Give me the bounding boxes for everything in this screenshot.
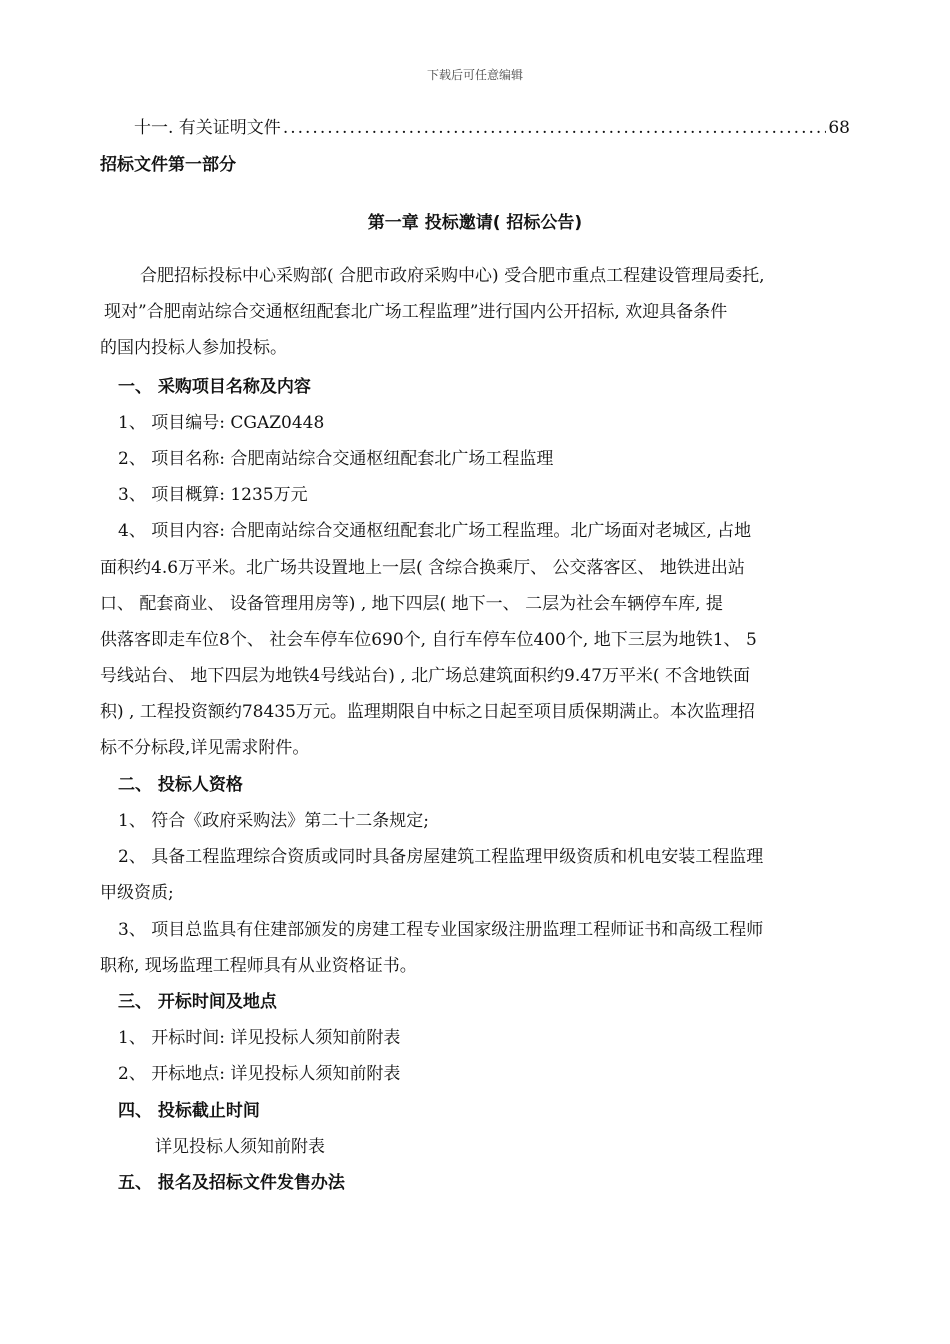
section-3-title: 三、 开标时间及地点 bbox=[118, 992, 277, 1012]
s2-item-2-line-1: 2、 具备工程监理综合资质或同时具备房屋建筑工程监理甲级资质和机电安装工程监理 bbox=[118, 847, 764, 867]
intro-line-2: 现对”合肥南站综合交通枢纽配套北广场工程监理”进行国内公开招标, 欢迎具备条件 bbox=[104, 302, 728, 322]
toc-entry[interactable] bbox=[134, 116, 850, 140]
toc-page-number: 68 bbox=[828, 118, 850, 138]
intro-line-1: 合肥招标投标中心采购部( 合肥市政府采购中心) 受合肥市重点工程建设管理局委托, bbox=[140, 266, 765, 286]
s1-item-4-line-6: 积) , 工程投资额约78435万元。监理期限自中标之日起至项目质保期满止。本次监理招 bbox=[100, 702, 755, 722]
s1-item-2: 2、 项目名称: 合肥南站综合交通枢纽配套北广场工程监理 bbox=[118, 449, 554, 469]
section-2-title: 二、 投标人资格 bbox=[118, 775, 243, 795]
intro-line-3: 的国内投标人参加投标。 bbox=[100, 338, 287, 358]
s2-item-3-line-2: 职称, 现场监理工程师具有从业资格证书。 bbox=[100, 956, 417, 976]
section-4-title: 四、 投标截止时间 bbox=[118, 1101, 260, 1121]
part-title: 招标文件第一部分 bbox=[100, 155, 236, 175]
s1-item-4-line-3: 口、 配套商业、 设备管理用房等) , 地下四层( 地下一、 二层为社会车辆停车库, 提 bbox=[100, 594, 723, 614]
s2-item-1: 1、 符合《政府采购法》第二十二条规定; bbox=[118, 811, 429, 831]
section-1-title: 一、 采购项目名称及内容 bbox=[118, 377, 311, 397]
toc-label: 十一. 有关证明文件 bbox=[134, 118, 281, 138]
s1-item-4-line-7: 标不分标段,详见需求附件。 bbox=[100, 738, 310, 758]
s4-text: 详见投标人须知前附表 bbox=[155, 1137, 325, 1157]
s1-item-4-line-1: 4、 项目内容: 合肥南站综合交通枢纽配套北广场工程监理。北广场面对老城区, 占地 bbox=[118, 521, 752, 541]
s1-item-4-line-5: 号线站台、 地下四层为地铁4号线站台) , 北广场总建筑面积约9.47万平米( 不含地铁面 bbox=[100, 666, 750, 686]
s1-item-4-line-2: 面积约4.6万平米。北广场共设置地上一层( 含综合换乘厅、 公交落客区、 地铁进出站 bbox=[100, 558, 745, 578]
s1-item-1: 1、 项目编号: CGAZ0448 bbox=[118, 413, 325, 433]
toc-leader-dots bbox=[283, 116, 827, 140]
s3-item-2: 2、 开标地点: 详见投标人须知前附表 bbox=[118, 1064, 401, 1084]
chapter-title: 第一章 投标邀请( 招标公告) bbox=[367, 213, 583, 233]
s1-item-3: 3、 项目概算: 1235万元 bbox=[118, 485, 308, 505]
s3-item-1: 1、 开标时间: 详见投标人须知前附表 bbox=[118, 1028, 401, 1048]
s1-item-4-line-4: 供落客即走车位8个、 社会车停车位690个, 自行车停车位400个, 地下三层为地铁1、 5 bbox=[100, 630, 757, 650]
s2-item-3-line-1: 3、 项目总监具有住建部颁发的房建工程专业国家级注册监理工程师证书和高级工程师 bbox=[118, 920, 764, 940]
page-header: 下载后可任意编辑 bbox=[426, 68, 523, 82]
section-5-title: 五、 报名及招标文件发售办法 bbox=[118, 1173, 345, 1193]
s2-item-2-line-2: 甲级资质; bbox=[100, 883, 174, 903]
